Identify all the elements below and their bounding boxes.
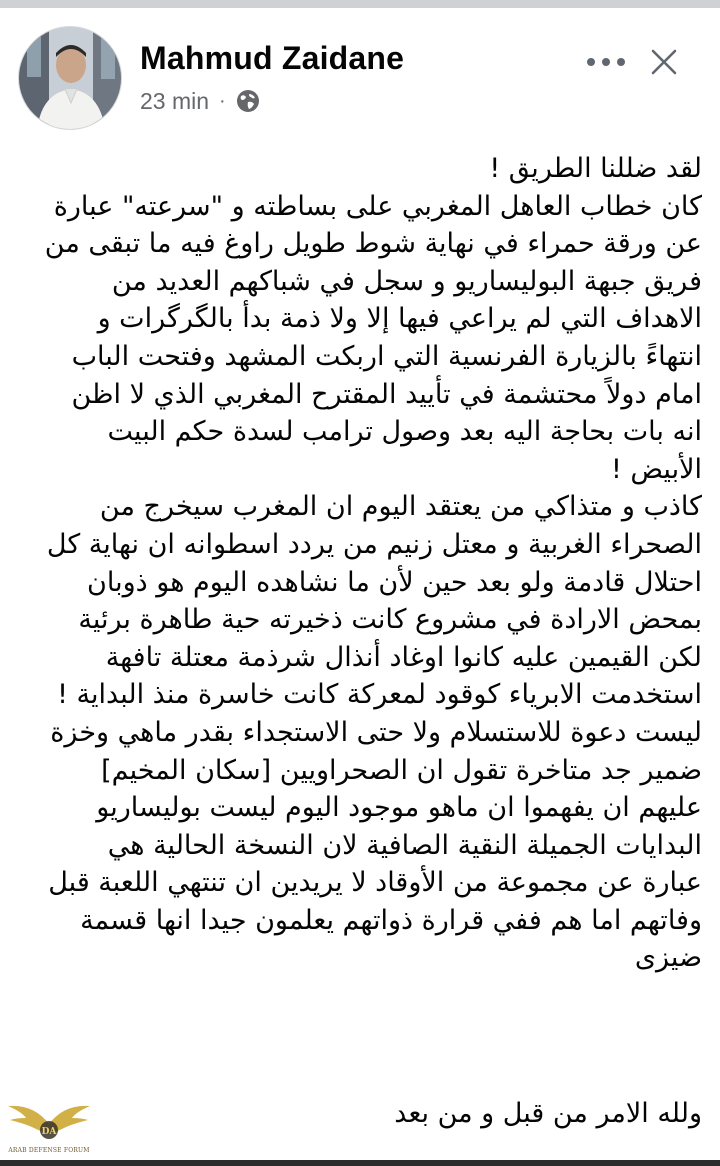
watermark-logo-text: DA — [41, 1127, 57, 1137]
more-options-button[interactable] — [584, 46, 628, 78]
post-line: استخدمت الابرياء كوقود لمعركة كانت خاسرة منذ البداية ! — [57, 679, 702, 711]
post-text — [18, 150, 702, 977]
post-line: ضيزى — [634, 942, 702, 974]
post-line: امام دولاً محتشمة في تأييد المقترح المغربي الذي لا اظن — [71, 378, 702, 410]
eagle-wings-icon — [4, 1094, 94, 1150]
post-line: كاذب و متذاكي من يعتقد اليوم ان المغرب سيخرج من — [99, 491, 702, 523]
post-line: احتلال قادمة ولو بعد حين لأن ما نشاهده اليوم هو ذوبان — [87, 566, 702, 598]
post-line: لقد ضللنا الطريق ! — [489, 153, 702, 184]
close-button[interactable] — [646, 44, 682, 80]
avatar[interactable] — [18, 26, 122, 130]
post-line: عليهم ان يفهموا ان ماهو موجود اليوم ليست بوليساريو — [96, 792, 702, 824]
post-line: البدايات الجميلة النقية الصافية لان النسخة الحالية هي — [107, 829, 702, 861]
post-signoff: ولله الامر من قبل و من بعد — [394, 1098, 702, 1129]
post-line: الصحراء الغربية و معتل زنيم من يردد اسطوانه ان نهاية كل — [46, 528, 702, 560]
post-line: عن ورقة حمراء في نهاية شوط طويل راوغ فيه ما تبقى من — [44, 228, 702, 260]
post-line: لكن القيمين عليه كانوا اوغاد أنذال شرذمة معتلة تافهة — [105, 641, 702, 673]
meta-separator: · — [219, 90, 226, 112]
post-line: كان خطاب العاهل المغربي على بساطته و "سرعته" عبارة — [53, 190, 702, 222]
bottom-strip — [0, 1160, 720, 1166]
top-status-strip — [0, 0, 720, 8]
post-line: فريق جبهة البوليساريو و سجل في شباكهم العديد من — [111, 265, 702, 297]
author-name[interactable]: Mahmud Zaidane — [140, 40, 405, 76]
post-line: ليست دعوة للاستسلام ولا حتى الاستجداء بقدر ماهي وخزة — [50, 716, 702, 748]
more-dots-icon — [586, 57, 626, 67]
post-meta — [140, 86, 260, 116]
close-icon — [650, 48, 678, 76]
post-time[interactable]: 23 min — [140, 87, 210, 114]
post-line: الاهداف التي لم يراعي فيها إلا ولا ذمة بدأ بالگرگرات و — [97, 303, 702, 335]
post-line: عبارة عن مجموعة من الأوقاد لا يريدين ان تنتهي اللعبة قبل — [48, 867, 702, 899]
watermark-caption: ARAB DEFENSE FORUM — [8, 1147, 90, 1154]
post-line: وفاتهم اما هم ففي قرارة ذواتهم يعلمون جيدا انها قسمة — [80, 904, 702, 936]
post-line: بمحض الارادة في مشروع كانت ذخيرته حية طاهرة برئية — [78, 604, 702, 636]
post-line: انه بات بحاجة اليه بعد وصول ترامب لسدة حكم البيت — [107, 416, 702, 448]
post-line: الأبيض ! — [610, 453, 702, 485]
avatar-photo — [19, 27, 122, 130]
post-line: انتهاءً بالزيارة الفرنسية التي اربكت المشهد وفتحت الباب — [71, 340, 702, 372]
post-line: ضمير جد متاخرة تقول ان الصحراويين [سكان المخيم] — [101, 754, 702, 786]
globe-icon[interactable] — [236, 89, 260, 113]
